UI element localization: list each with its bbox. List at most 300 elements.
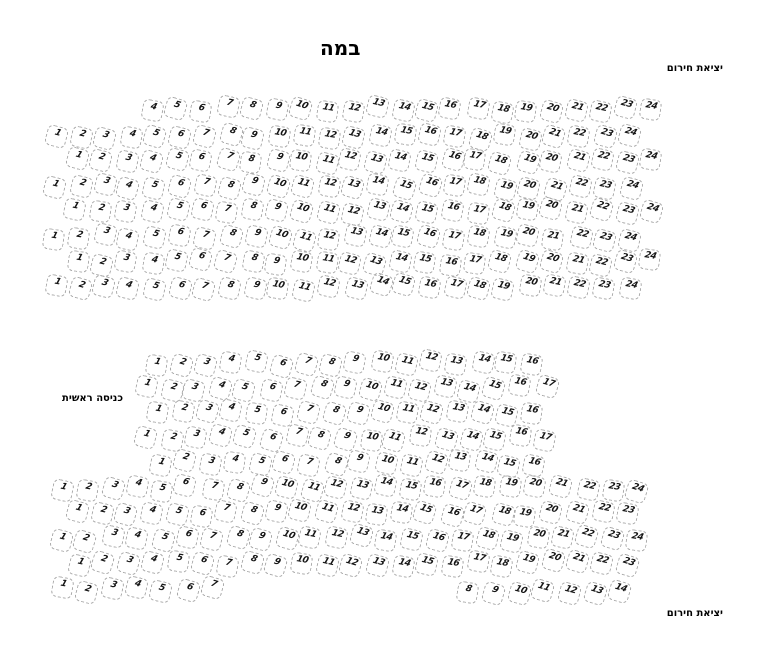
seat[interactable] — [172, 448, 198, 474]
seat[interactable] — [238, 150, 262, 174]
seat[interactable] — [340, 500, 365, 525]
seat[interactable] — [565, 499, 591, 525]
seat[interactable] — [564, 98, 589, 123]
seat[interactable] — [391, 272, 417, 298]
seat[interactable] — [142, 277, 167, 302]
seat[interactable] — [394, 352, 419, 377]
seat[interactable] — [144, 353, 168, 377]
seat[interactable] — [619, 176, 645, 202]
seat[interactable] — [315, 250, 339, 274]
seat[interactable] — [165, 147, 191, 173]
seat[interactable] — [124, 575, 149, 600]
seat[interactable] — [573, 524, 599, 550]
seat[interactable] — [75, 478, 99, 502]
seat[interactable] — [259, 378, 284, 403]
seat[interactable] — [298, 525, 323, 550]
seat[interactable] — [142, 225, 167, 250]
seat[interactable] — [515, 197, 539, 221]
seat[interactable] — [414, 552, 439, 577]
seat[interactable] — [292, 123, 316, 147]
seat[interactable] — [601, 478, 625, 502]
seat[interactable] — [442, 124, 466, 148]
seat[interactable] — [538, 196, 564, 222]
seat[interactable] — [519, 352, 543, 376]
seat[interactable] — [615, 552, 641, 578]
seat[interactable] — [365, 172, 390, 197]
seat[interactable] — [215, 201, 239, 225]
seat[interactable] — [87, 148, 112, 173]
seat[interactable] — [198, 452, 223, 477]
seat[interactable] — [148, 453, 173, 478]
seat[interactable] — [390, 224, 415, 249]
seat[interactable] — [145, 401, 169, 425]
seat[interactable] — [466, 202, 490, 226]
seat[interactable] — [268, 353, 294, 379]
seat[interactable] — [50, 478, 75, 503]
seat[interactable] — [291, 278, 316, 303]
seat[interactable] — [166, 174, 192, 200]
seat[interactable] — [508, 424, 532, 448]
seat[interactable] — [550, 525, 575, 550]
seat[interactable] — [166, 550, 190, 574]
seat[interactable] — [316, 228, 340, 252]
seat[interactable] — [89, 252, 114, 277]
seat[interactable] — [615, 201, 640, 226]
seat[interactable] — [50, 575, 75, 600]
seat[interactable] — [200, 574, 226, 600]
seat[interactable] — [440, 198, 465, 223]
seat[interactable] — [455, 580, 479, 604]
seat[interactable] — [225, 477, 251, 503]
seat[interactable] — [175, 577, 201, 603]
seat[interactable] — [388, 249, 413, 274]
seat[interactable] — [373, 529, 397, 553]
seat[interactable] — [487, 248, 513, 274]
seat[interactable] — [358, 376, 384, 402]
seat[interactable] — [409, 424, 433, 448]
seat[interactable] — [615, 150, 640, 175]
seat[interactable] — [541, 548, 567, 574]
seat[interactable] — [399, 527, 424, 552]
seat[interactable] — [618, 276, 642, 300]
seat[interactable] — [593, 123, 619, 149]
seat[interactable] — [541, 227, 565, 251]
seat[interactable] — [349, 476, 374, 501]
seat[interactable] — [540, 124, 566, 150]
seat[interactable] — [416, 223, 442, 249]
seat[interactable] — [140, 550, 165, 575]
seat[interactable] — [125, 474, 150, 499]
seat[interactable] — [266, 174, 292, 200]
seat[interactable] — [480, 580, 506, 606]
seat[interactable] — [318, 353, 343, 378]
seat[interactable] — [64, 146, 90, 172]
seat[interactable] — [443, 275, 468, 300]
seat[interactable] — [268, 124, 292, 148]
seat[interactable] — [625, 529, 649, 553]
seat[interactable] — [591, 277, 615, 301]
seat[interactable] — [141, 251, 165, 275]
seat[interactable] — [365, 94, 390, 119]
seat[interactable] — [264, 252, 288, 276]
seat[interactable] — [287, 95, 313, 121]
seat[interactable] — [414, 149, 439, 174]
seat[interactable] — [190, 551, 216, 577]
seat[interactable] — [116, 551, 142, 577]
seat[interactable] — [293, 352, 319, 378]
seat[interactable] — [289, 199, 315, 225]
seat[interactable] — [172, 399, 196, 423]
seat[interactable] — [239, 500, 265, 526]
seat[interactable] — [245, 401, 269, 425]
seat[interactable] — [490, 502, 516, 528]
seat[interactable] — [564, 200, 589, 225]
seat[interactable] — [263, 552, 289, 578]
seat[interactable] — [289, 148, 313, 172]
seat[interactable] — [395, 400, 420, 425]
seat[interactable] — [391, 98, 416, 123]
seat[interactable] — [168, 276, 194, 302]
seat[interactable] — [439, 253, 463, 277]
seat[interactable] — [569, 225, 594, 250]
seat[interactable] — [67, 553, 92, 578]
seat[interactable] — [268, 225, 294, 251]
seat[interactable] — [474, 449, 499, 474]
seat[interactable] — [309, 375, 335, 401]
seat[interactable] — [132, 425, 158, 451]
seat[interactable] — [89, 200, 113, 224]
seat[interactable] — [115, 227, 140, 252]
seat[interactable] — [466, 275, 492, 301]
seat[interactable] — [191, 123, 217, 149]
seat[interactable] — [93, 172, 118, 197]
seat[interactable] — [398, 477, 422, 501]
seat[interactable] — [201, 478, 225, 502]
seat[interactable] — [42, 175, 67, 200]
seat[interactable] — [445, 399, 469, 423]
seat[interactable] — [462, 501, 488, 527]
seat[interactable] — [62, 197, 87, 222]
seat[interactable] — [115, 276, 140, 301]
seat[interactable] — [192, 353, 218, 379]
seat[interactable] — [612, 248, 638, 274]
seat[interactable] — [348, 523, 374, 549]
seat[interactable] — [345, 401, 371, 427]
seat[interactable] — [639, 148, 663, 172]
seat[interactable] — [369, 399, 395, 425]
seat[interactable] — [617, 123, 643, 149]
seat[interactable] — [423, 475, 447, 499]
seat[interactable] — [515, 176, 540, 201]
seat[interactable] — [539, 99, 565, 125]
seat[interactable] — [583, 580, 609, 606]
seat[interactable] — [290, 552, 314, 576]
seat[interactable] — [231, 378, 257, 404]
seat[interactable] — [175, 525, 200, 550]
seat[interactable] — [466, 96, 491, 121]
seat[interactable] — [289, 250, 313, 274]
seat[interactable] — [91, 126, 117, 152]
seat[interactable] — [341, 99, 365, 123]
seat[interactable] — [599, 526, 625, 552]
seat[interactable] — [417, 172, 443, 198]
seat[interactable] — [391, 176, 417, 202]
seat[interactable] — [172, 473, 197, 498]
seat[interactable] — [113, 250, 138, 275]
seat[interactable] — [49, 528, 75, 554]
seat[interactable] — [393, 123, 417, 147]
seat[interactable] — [557, 581, 583, 607]
seat[interactable] — [362, 150, 388, 176]
seat[interactable] — [231, 424, 257, 450]
seat[interactable] — [639, 198, 665, 224]
seat[interactable] — [115, 176, 141, 202]
seat[interactable] — [208, 375, 234, 401]
seat[interactable] — [419, 400, 445, 426]
seat[interactable] — [373, 473, 398, 498]
seat[interactable] — [264, 198, 289, 223]
seat[interactable] — [164, 248, 189, 273]
seat[interactable] — [240, 549, 266, 575]
seat[interactable] — [248, 527, 274, 553]
seat[interactable] — [274, 526, 300, 552]
seat[interactable] — [490, 197, 516, 223]
seat[interactable] — [498, 475, 522, 499]
seat[interactable] — [315, 151, 340, 176]
seat[interactable] — [366, 197, 391, 222]
seat[interactable] — [364, 503, 388, 527]
seat[interactable] — [340, 174, 366, 200]
seat[interactable] — [198, 526, 223, 551]
seat[interactable] — [164, 502, 189, 527]
seat[interactable] — [316, 100, 340, 124]
seat[interactable] — [295, 400, 321, 426]
seat[interactable] — [530, 577, 556, 603]
seat[interactable] — [337, 147, 362, 172]
seat[interactable] — [487, 151, 513, 177]
seat[interactable] — [344, 276, 369, 301]
seat[interactable] — [411, 500, 437, 526]
seat[interactable] — [124, 526, 149, 551]
seat[interactable] — [532, 428, 557, 453]
seat[interactable] — [167, 125, 192, 150]
seat[interactable] — [466, 172, 491, 197]
seat[interactable] — [520, 401, 544, 425]
seat[interactable] — [490, 100, 515, 125]
seat[interactable] — [134, 374, 159, 399]
seat[interactable] — [346, 449, 371, 474]
seat[interactable] — [493, 225, 518, 250]
seat[interactable] — [259, 427, 285, 453]
seat[interactable] — [306, 425, 332, 451]
seat[interactable] — [441, 228, 465, 252]
seat[interactable] — [565, 251, 590, 276]
seat[interactable] — [490, 277, 515, 302]
seat[interactable] — [566, 124, 591, 149]
seat[interactable] — [417, 122, 442, 147]
seat[interactable] — [513, 99, 537, 123]
seat[interactable] — [91, 274, 116, 299]
seat[interactable] — [138, 148, 164, 174]
seat[interactable] — [515, 223, 540, 248]
seat[interactable] — [65, 498, 91, 524]
seat[interactable] — [69, 174, 94, 199]
seat[interactable] — [538, 499, 564, 525]
seat[interactable] — [588, 551, 613, 576]
seat[interactable] — [474, 526, 500, 552]
seat[interactable] — [218, 398, 243, 423]
seat[interactable] — [463, 147, 487, 171]
seat[interactable] — [438, 96, 463, 121]
seat[interactable] — [591, 499, 616, 524]
seat[interactable] — [534, 374, 560, 400]
seat[interactable] — [213, 500, 238, 525]
seat[interactable] — [412, 251, 436, 275]
seat[interactable] — [440, 147, 466, 173]
seat[interactable] — [507, 374, 531, 398]
seat[interactable] — [238, 96, 264, 122]
seat[interactable] — [588, 99, 613, 124]
seat[interactable] — [213, 248, 239, 274]
seat[interactable] — [265, 97, 290, 122]
seat[interactable] — [244, 224, 269, 249]
seat[interactable] — [463, 251, 487, 275]
seat[interactable] — [493, 122, 517, 146]
seat[interactable] — [112, 502, 138, 528]
seat[interactable] — [391, 554, 416, 579]
seat[interactable] — [568, 174, 593, 199]
seat[interactable] — [389, 501, 413, 525]
seat[interactable] — [332, 426, 358, 452]
seat[interactable] — [318, 175, 342, 199]
seat[interactable] — [383, 375, 408, 400]
seat[interactable] — [321, 400, 347, 426]
seat[interactable] — [249, 473, 275, 499]
seat[interactable] — [324, 525, 349, 550]
seat[interactable] — [162, 96, 188, 122]
seat[interactable] — [482, 427, 507, 452]
seat[interactable] — [521, 454, 546, 479]
seat[interactable] — [414, 201, 439, 226]
seat[interactable] — [100, 476, 126, 502]
seat[interactable] — [588, 196, 614, 222]
seat[interactable] — [290, 173, 316, 199]
seat[interactable] — [318, 126, 342, 150]
seat[interactable] — [113, 199, 138, 224]
seat[interactable] — [240, 198, 265, 223]
seat[interactable] — [566, 275, 591, 300]
seat[interactable] — [494, 350, 518, 374]
seat[interactable] — [425, 528, 451, 554]
seat[interactable] — [188, 247, 214, 273]
seat[interactable] — [216, 176, 242, 202]
seat[interactable] — [522, 474, 547, 499]
seat[interactable] — [194, 399, 220, 425]
seat[interactable] — [265, 147, 290, 172]
seat[interactable] — [507, 580, 533, 606]
seat[interactable] — [607, 578, 633, 604]
seat[interactable] — [450, 528, 474, 552]
seat[interactable] — [89, 550, 115, 576]
seat[interactable] — [284, 423, 309, 448]
seat[interactable] — [150, 527, 176, 553]
seat[interactable] — [615, 501, 639, 525]
seat[interactable] — [217, 275, 242, 300]
seat[interactable] — [241, 172, 266, 197]
seat[interactable] — [434, 374, 459, 399]
seat[interactable] — [190, 196, 215, 221]
seat[interactable] — [466, 224, 491, 249]
seat[interactable] — [225, 524, 251, 550]
seat[interactable] — [183, 425, 208, 450]
seat[interactable] — [518, 126, 543, 151]
seat[interactable] — [167, 223, 192, 248]
seat[interactable] — [381, 428, 407, 454]
seat[interactable] — [241, 249, 265, 273]
seat[interactable] — [499, 529, 524, 554]
seat[interactable] — [338, 553, 364, 579]
seat[interactable] — [193, 173, 218, 198]
seat[interactable] — [283, 376, 308, 401]
seat[interactable] — [364, 553, 390, 579]
seat[interactable] — [565, 548, 591, 574]
seat[interactable] — [538, 149, 563, 174]
seat[interactable] — [323, 451, 349, 477]
seat[interactable] — [189, 148, 214, 173]
seat[interactable] — [424, 449, 450, 475]
seat[interactable] — [459, 427, 485, 453]
seat[interactable] — [443, 173, 467, 197]
seat[interactable] — [566, 147, 592, 173]
seat[interactable] — [148, 579, 173, 604]
seat[interactable] — [44, 273, 69, 298]
seat[interactable] — [43, 124, 69, 150]
seat[interactable] — [447, 475, 473, 501]
seat[interactable] — [374, 450, 399, 475]
seat[interactable] — [116, 149, 141, 174]
seat[interactable] — [418, 348, 443, 373]
seat[interactable] — [219, 351, 243, 375]
seat[interactable] — [68, 276, 94, 302]
seat[interactable] — [440, 554, 464, 578]
seat[interactable] — [119, 125, 143, 149]
seat[interactable] — [139, 501, 164, 526]
seat[interactable] — [191, 276, 217, 302]
seat[interactable] — [513, 504, 537, 528]
seat[interactable] — [471, 350, 496, 375]
seat[interactable] — [296, 453, 321, 478]
seat[interactable] — [368, 224, 393, 249]
seat[interactable] — [613, 95, 639, 121]
seat[interactable] — [538, 248, 564, 274]
seat[interactable] — [189, 504, 213, 528]
seat[interactable] — [515, 249, 541, 275]
seat[interactable] — [542, 273, 567, 298]
seat[interactable] — [588, 253, 613, 278]
seat[interactable] — [140, 199, 165, 224]
seat[interactable] — [548, 474, 574, 500]
seat[interactable] — [100, 576, 125, 601]
seat[interactable] — [591, 227, 617, 253]
seat[interactable] — [166, 197, 191, 222]
seat[interactable] — [168, 353, 194, 379]
seat[interactable] — [439, 503, 465, 529]
seat[interactable] — [323, 475, 348, 500]
seat[interactable] — [215, 146, 241, 172]
seat[interactable] — [42, 228, 66, 252]
seat[interactable] — [314, 498, 340, 524]
seat[interactable] — [399, 453, 424, 478]
